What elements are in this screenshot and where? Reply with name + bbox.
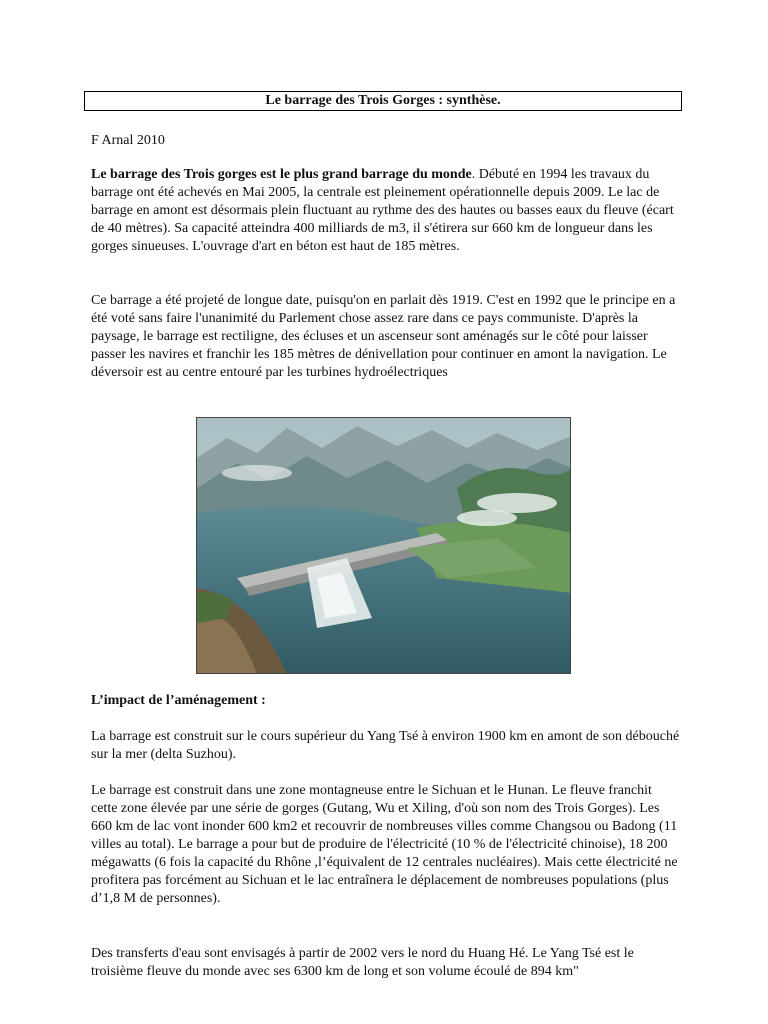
intro-rest: . Débuté en 1994 les travaux du barrage ont été achevés en Mai 2005, la centrale est pleinement opérationnelle depuis 2009. Le lac de barrage en amont est désormais plein fluctuant au rythme des des hautes ou basses eaux du fleuve (écart de 40 mètres). Sa capacité atteindra 400 milliards de m3, il s'étirera sur 660 km de longueur dans les gorges sinueuses. L'ouvrage d'art en béton est haut de 185 mètres.: [91, 167, 674, 254]
history-paragraph: Ce barrage a été projeté de longue date, puisqu'on en parlait dès 1919. C'est en 1992 que le principe en a été voté sans faire l'unanimité du Parlement chose assez rare dans ce pays communiste. D'après la paysage, le barrage est rectiligne, des écluses et un ascenseur sont aménagés sur le côté pour laisser passer les navires et franchir les 185 mètres de dénivellation pour continuer en amont la navigation. Le déversoir est au centre entouré par les turbines hydroélectriques: [91, 293, 676, 380]
location-paragraph: La barrage est construit sur le cours supérieur du Yang Tsé à environ 1900 km en amont de son débouché sur la mer (delta Suzhou).: [91, 729, 680, 762]
intro-bold-sentence: Le barrage des Trois gorges est le plus grand barrage du monde: [91, 167, 472, 182]
author-line: F Arnal 2010: [91, 133, 165, 148]
dam-landscape-image: [197, 418, 571, 674]
dam-illustration: [196, 417, 571, 674]
impact-paragraph: Le barrage est construit dans une zone montagneuse entre le Sichuan et le Hunan. Le fleuve franchit cette zone élevée par une série de gorges (Gutang, Wu et Xiling, d'où son nom des Trois Gorges). Les 660 km de lac vont inonder 600 km2 et recouvrir de nombreuses villes comme Changsou ou Badong (11 villes au total). Le barrage a pour but de produire de l'électricité (10 % de l'électricité chinoise), 18 200 mégawatts (6 fois la capacité du Rhône ,l’équivalent de 12 centrales nucléaires). Mais cette électricité ne profitera pas forcément au Sichuan et le lac entraînera le déplacement de nombreuses populations (plus d’1,8 M de personnes).: [91, 783, 678, 906]
water-transfer-paragraph: Des transferts d'eau sont envisagés à partir de 2002 vers le nord du Huang Hé. Le Yang Tsé est le troisième fleuve du monde avec ses 6300 km de long et son volume écoulé de 894 km": [91, 946, 634, 979]
document-title: Le barrage des Trois Gorges : synthèse.: [84, 91, 682, 111]
section-heading: L’impact de l’aménagement :: [91, 693, 266, 708]
intro-paragraph: [91, 166, 681, 256]
